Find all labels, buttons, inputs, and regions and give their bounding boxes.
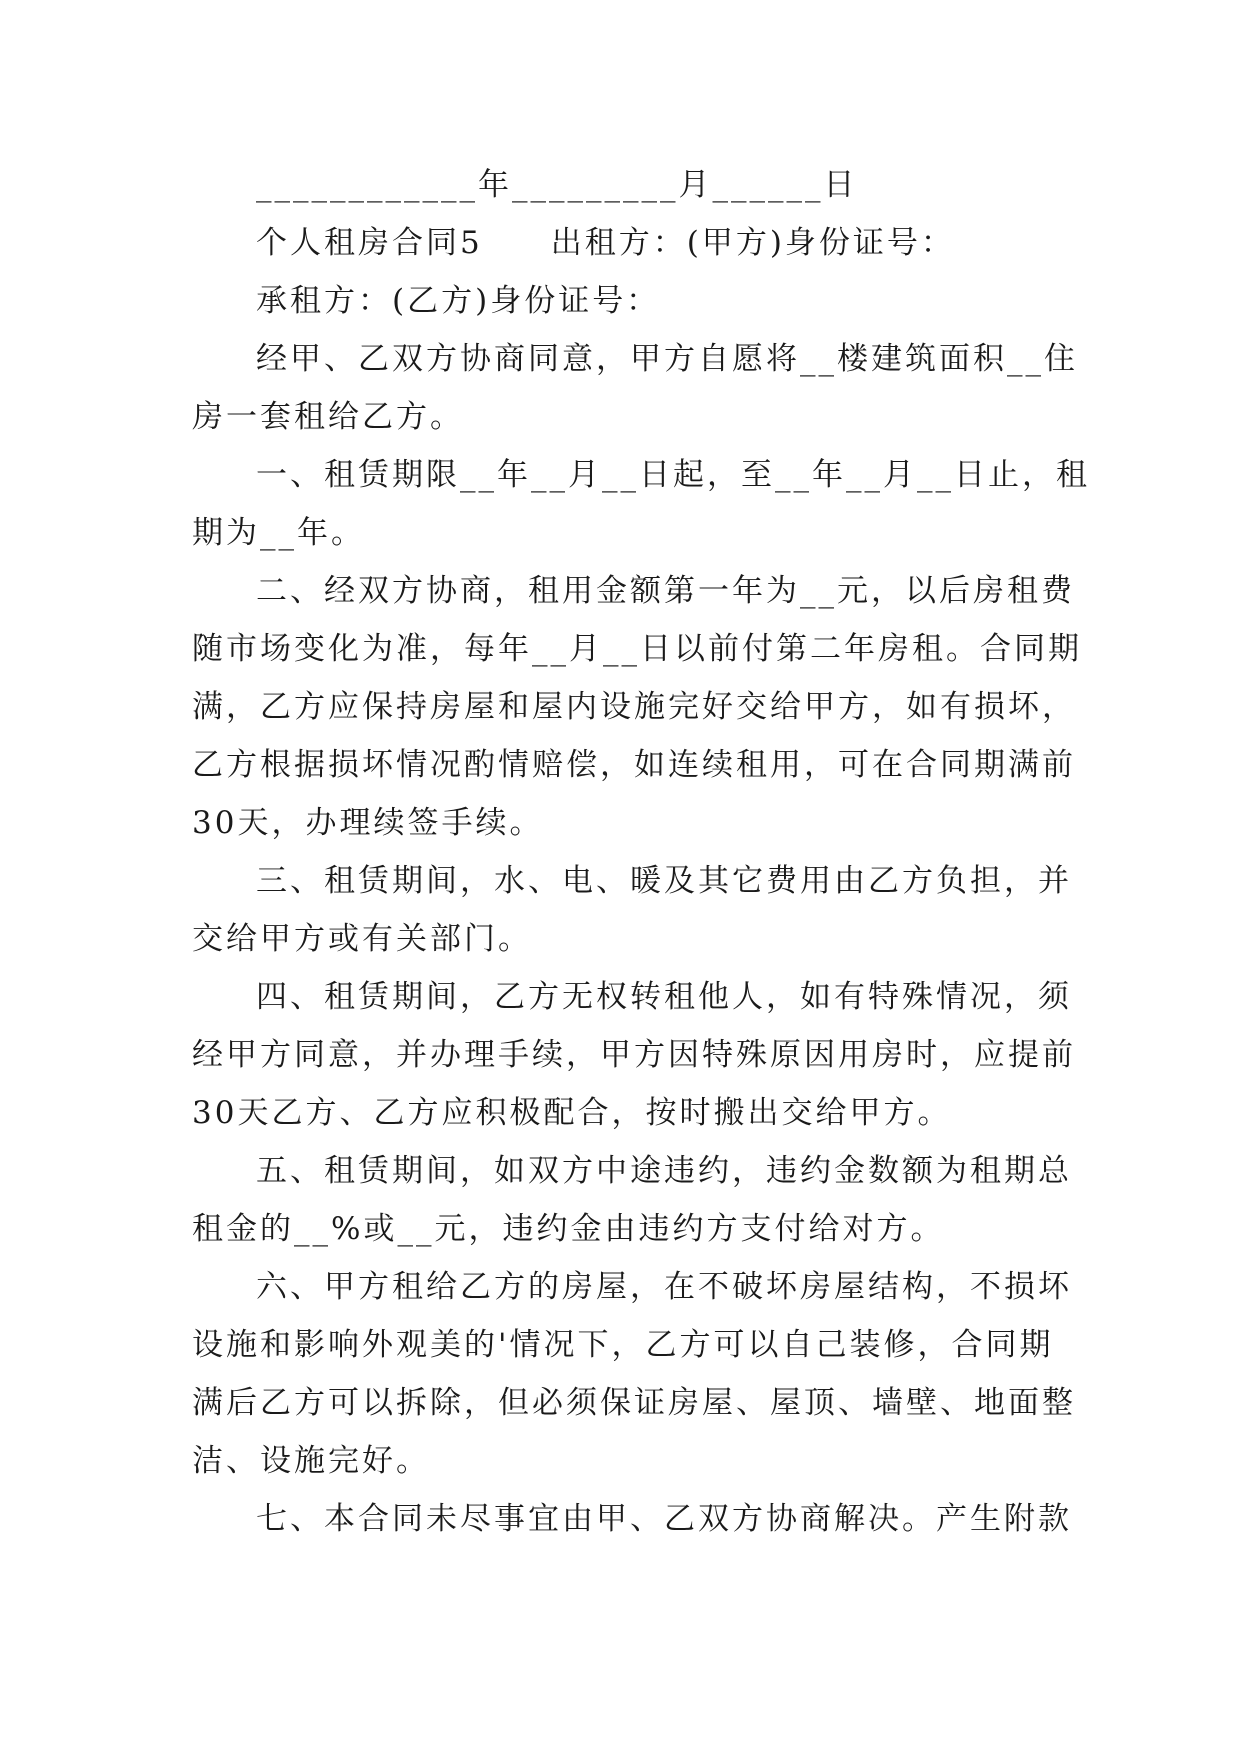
clause-3-line-2: 交给甲方或有关部门。 [192,921,532,957]
contract-body [192,156,1090,1548]
clause-5-line-2: 租金的__%或__元，违约金由违约方支付给对方。 [192,1211,945,1247]
clause-1-line-1: 一、租赁期限__年__月__日起，至__年__月__日止，租 [256,457,1090,493]
clause-6-line-1: 六、甲方租给乙方的房屋，在不破坏房屋结构，不损坏 [256,1269,1072,1305]
clause-1-line-2: 期为__年。 [192,515,365,551]
preamble-line-1: 经甲、乙双方协商同意，甲方自愿将__楼建筑面积__住 [256,341,1078,377]
clause-2-line-3: 满，乙方应保持房屋和屋内设施完好交给甲方，如有损坏， [192,689,1076,725]
clause-4-line-2: 经甲方同意，并办理手续，甲方因特殊原因用房时，应提前 [192,1037,1076,1073]
lessee-line: 承租方：(乙方)身份证号： [256,283,661,319]
clause-4-line-3: 30天乙方、乙方应积极配合，按时搬出交给甲方。 [192,1095,952,1131]
clause-6-line-4: 洁、设施完好。 [192,1443,430,1479]
clause-2-line-5: 30天，办理续签手续。 [192,805,544,841]
clause-5-line-1: 五、租赁期间，如双方中途违约，违约金数额为租期总 [256,1153,1072,1189]
clause-6-line-3: 满后乙方可以拆除，但必须保证房屋、屋顶、墙壁、地面整 [192,1385,1076,1421]
clause-6-line-2: 设施和影响外观美的'情况下，乙方可以自己装修，合同期 [192,1327,1054,1363]
clause-7-line-1: 七、本合同未尽事宜由甲、乙双方协商解决。产生附款 [256,1501,1072,1537]
clause-2-line-1: 二、经双方协商，租用金额第一年为__元，以后房租费 [256,573,1075,609]
preamble-line-2: 房一套租给乙方。 [192,399,464,435]
contract-title-lessor-line: 个人租房合同5 出租方：(甲方)身份证号： [256,225,955,261]
clause-3-line-1: 三、租赁期间，水、电、暖及其它费用由乙方负担，并 [256,863,1072,899]
clause-2-line-4: 乙方根据损坏情况酌情赔偿，如连续租用，可在合同期满前 [192,747,1076,783]
clause-2-line-2: 随市场变化为准，每年__月__日以前付第二年房租。合同期 [192,631,1082,667]
date-line: ____________年_________月______日 [256,167,858,203]
clause-4-line-1: 四、租赁期间，乙方无权转租他人，如有特殊情况，须 [256,979,1072,1015]
